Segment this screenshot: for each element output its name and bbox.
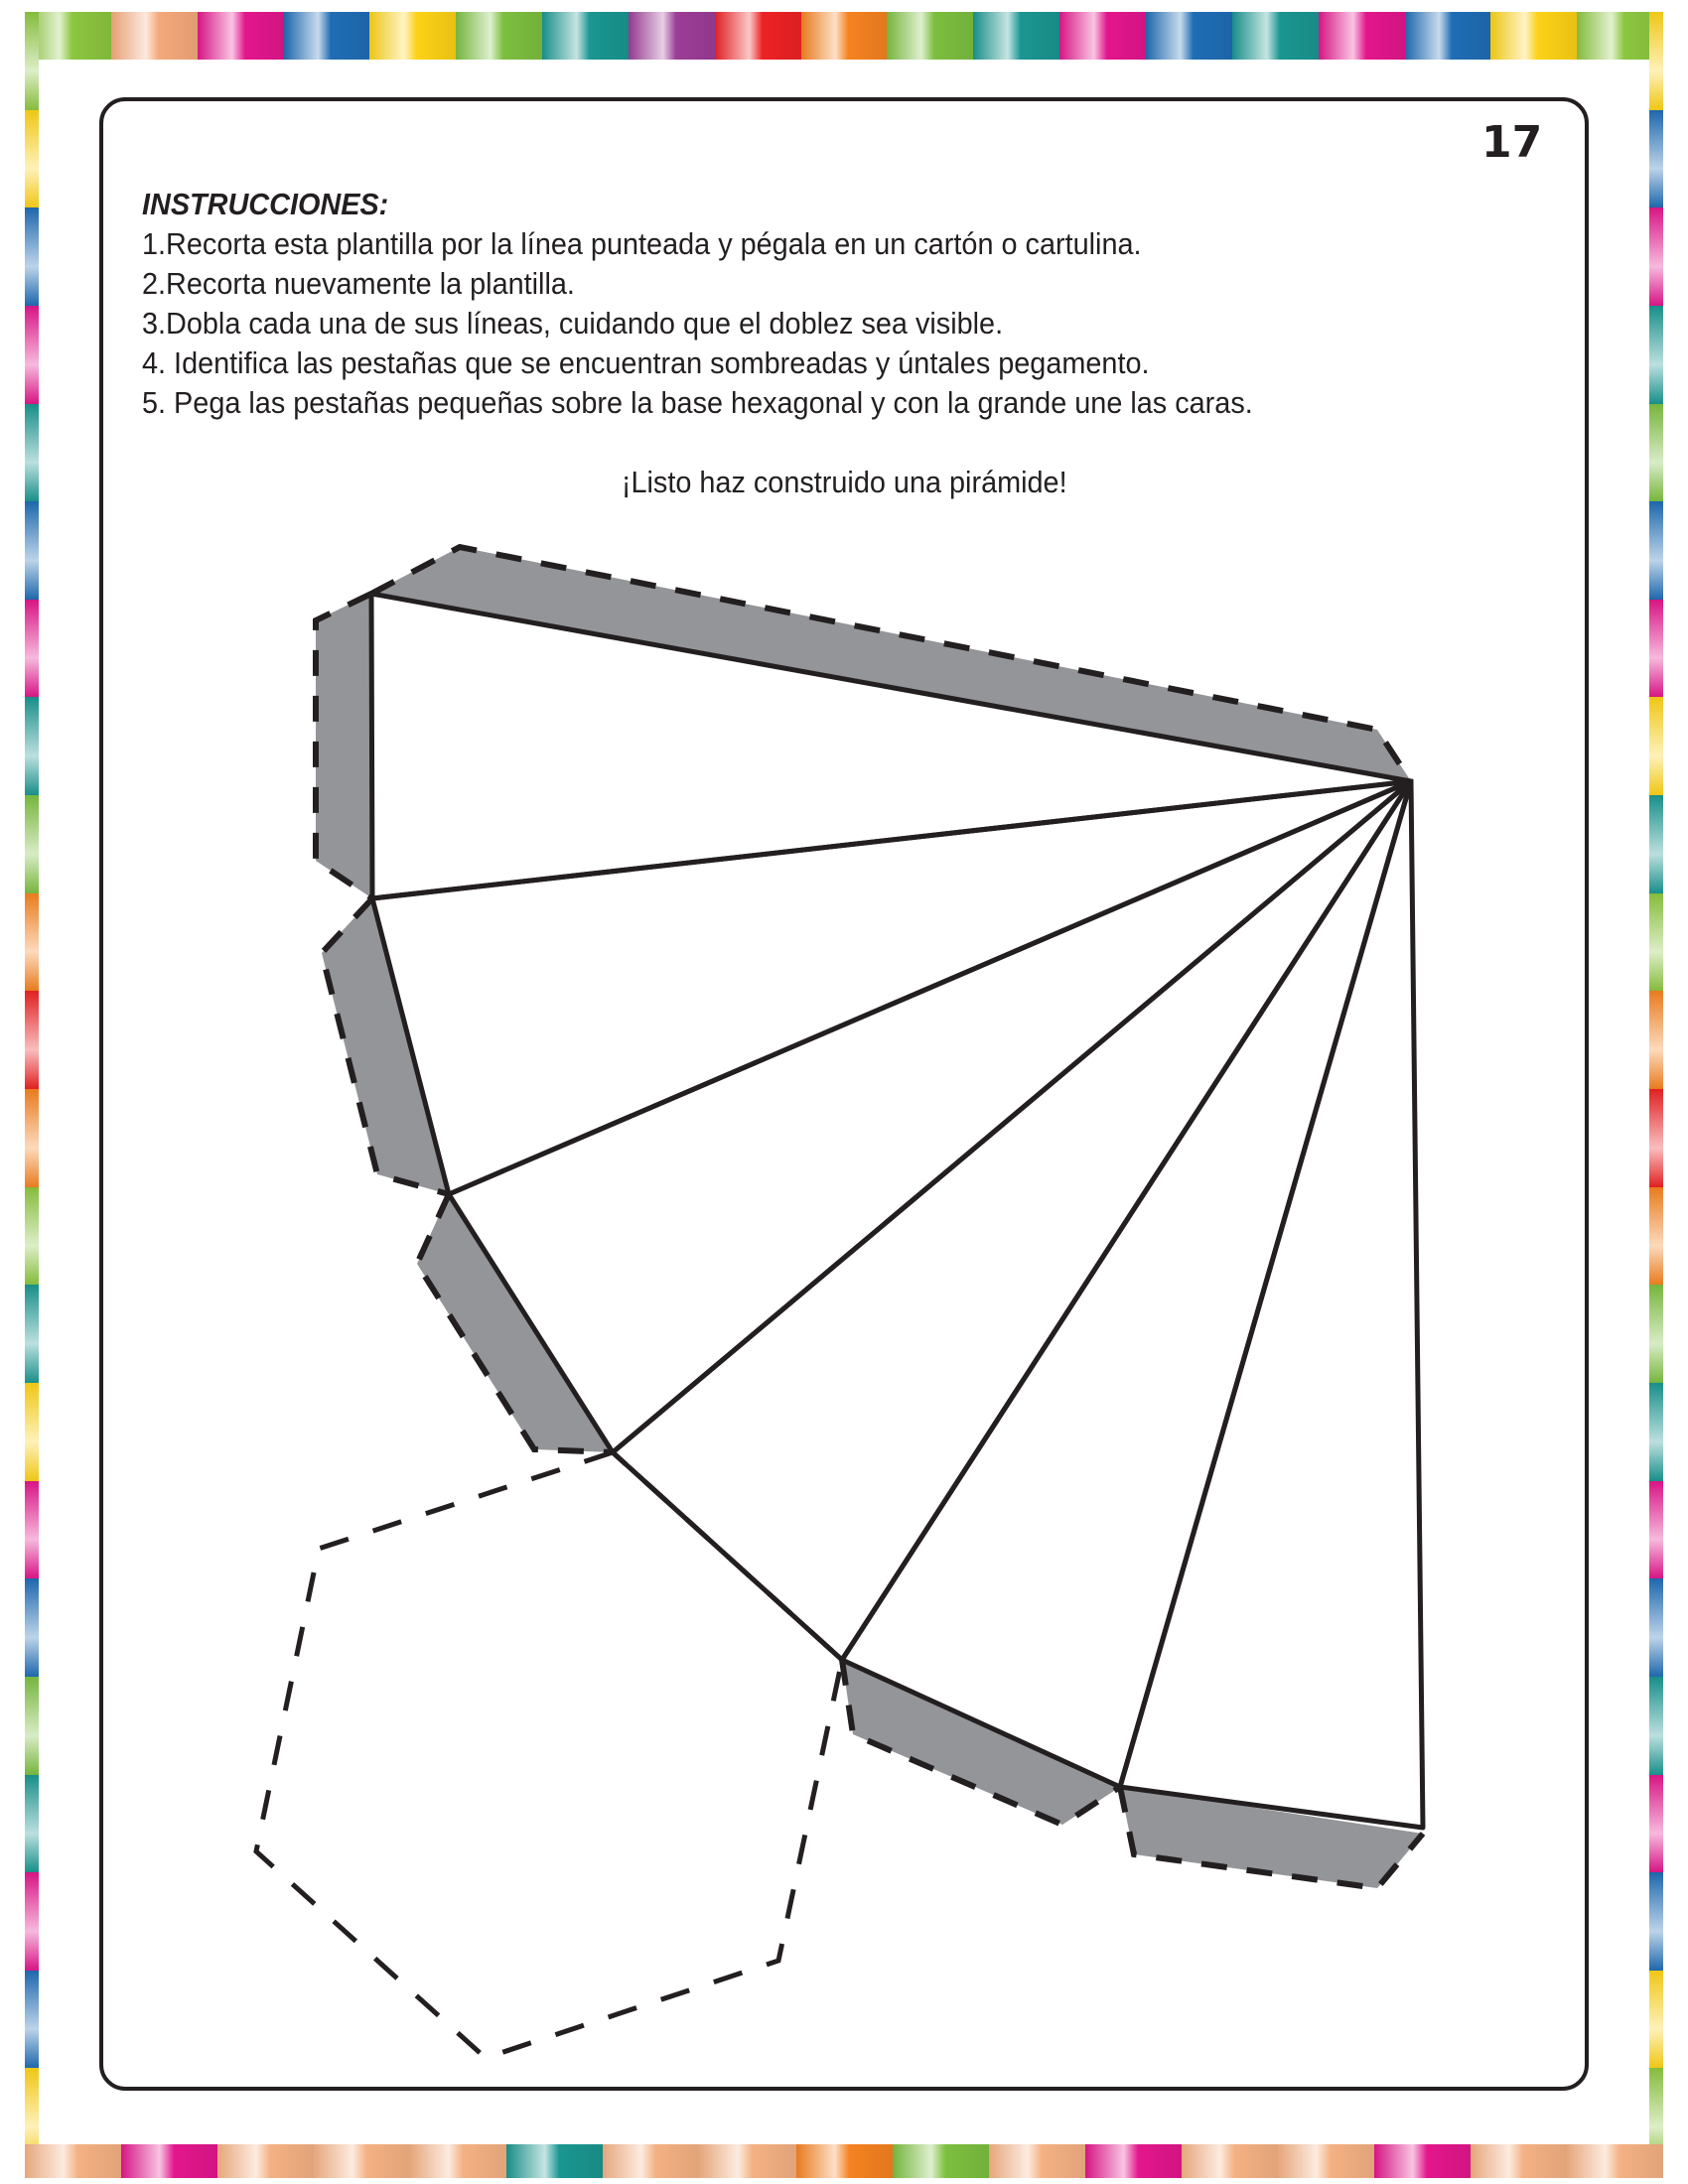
- hexagon-base: [256, 1452, 842, 2058]
- pyramid-face: [1120, 781, 1423, 1828]
- base-tab-5: [842, 1660, 1120, 1825]
- instruction-step: 2.Recorta nuevamente la plantilla.: [142, 266, 575, 301]
- pyramid-face: [613, 781, 1411, 1660]
- hexagon-cut-line: [256, 1452, 842, 2058]
- glue-tabs: [316, 547, 1423, 1888]
- instruction-step: 3.Dobla cada una de sus líneas, cuidando que el doblez sea visible.: [142, 306, 1004, 341]
- side-tab-1: [316, 594, 372, 898]
- closing-message-text: ¡Listo haz construido una pirámide!: [621, 465, 1067, 499]
- page-number: 17: [1481, 117, 1543, 168]
- instruction-step: 1.Recorta esta plantilla por la línea punteada y pégala en un cartón o cartulina.: [142, 226, 1142, 261]
- pyramid-face: [449, 781, 1411, 1452]
- instructions-heading: INSTRUCCIONES:: [142, 187, 389, 221]
- pyramid-face: [842, 781, 1411, 1787]
- triangular-faces: [371, 594, 1423, 1828]
- base-tab-3: [417, 1194, 613, 1452]
- instruction-step: 4. Identifica las pestañas que se encuentran sombreadas y úntales pegamento.: [142, 345, 1150, 380]
- large-tab: [371, 547, 1411, 781]
- pyramid-face: [372, 781, 1411, 1194]
- instruction-step: 5. Pega las pestañas pequeñas sobre la base hexagonal y con la grande une las caras.: [142, 385, 1253, 420]
